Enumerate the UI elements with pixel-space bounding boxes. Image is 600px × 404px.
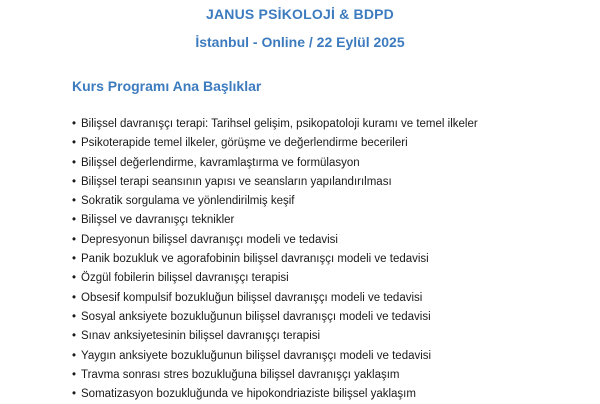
topic-item (72, 192, 478, 211)
organization-title: JANUS PSİKOLOJİ & BDPD (206, 6, 394, 22)
bullet-icon: • (72, 156, 77, 169)
topic-text: Bilişsel davranışçı terapi: Tarihsel gelişim, psikopatoloji kuramı ve temel ilkeler (81, 118, 478, 130)
bullet-icon: • (72, 349, 77, 362)
bullet-icon: • (72, 388, 77, 401)
bullet-icon: • (72, 118, 77, 130)
topic-text: Yaygın anksiyete bozukluğunun bilişsel davranışçı modeli ve tedavisi (81, 349, 432, 362)
topic-item (72, 134, 478, 153)
topic-item (72, 289, 478, 308)
topic-item (72, 231, 478, 250)
topic-text: Travma sonrası stres bozukluğuna bilişsel davranışçı yaklaşım (81, 368, 400, 381)
bullet-icon: • (72, 175, 77, 188)
document-header (0, 0, 600, 51)
section-title: Kurs Programı Ana Başlıklar (72, 78, 262, 94)
bullet-icon: • (72, 195, 77, 208)
topic-item (72, 347, 478, 366)
topic-text: Depresyonun bilişsel davranışçı modeli ve tedavisi (81, 233, 338, 246)
bullet-icon: • (72, 330, 77, 343)
topic-item (72, 211, 478, 230)
topic-text: Bilişsel terapi seansının yapısı ve seansların yapılandırılması (81, 175, 392, 188)
topic-text: Özgül fobilerin bilişsel davranışçı terapisi (81, 272, 289, 285)
location-date: İstanbul - Online / 22 Eylül 2025 (195, 34, 405, 50)
bullet-icon: • (72, 214, 77, 227)
topic-item (72, 366, 478, 385)
topic-text: Sosyal anksiyete bozukluğunun bilişsel davranışçı modeli ve tedavisi (81, 310, 431, 323)
topic-item (72, 308, 478, 327)
topic-item (72, 269, 478, 288)
topic-text: Sınav anksiyetesinin bilişsel davranışçı terapisi (81, 330, 321, 343)
topic-text: Bilişsel değerlendirme, kavramlaştırma ve formülasyon (81, 156, 360, 169)
topic-text: Obsesif kompulsif bozukluğun bilişsel davranışçı modeli ve tedavisi (81, 291, 423, 304)
bullet-icon: • (72, 233, 77, 246)
topic-text: Panik bozukluk ve agorafobinin bilişsel davranışçı modeli ve tedavisi (81, 253, 429, 266)
bullet-icon: • (72, 253, 77, 266)
bullet-icon: • (72, 368, 77, 381)
topic-item (72, 115, 478, 134)
bullet-icon: • (72, 137, 77, 150)
topic-item (72, 250, 478, 269)
topic-item (72, 327, 478, 346)
topic-item (72, 385, 478, 404)
bullet-icon: • (72, 272, 77, 285)
bullet-icon: • (72, 291, 77, 304)
topic-text: Bilişsel ve davranışçı teknikler (81, 214, 235, 227)
bullet-icon: • (72, 310, 77, 323)
topic-item (72, 154, 478, 173)
topic-text: Psikoterapide temel ilkeler, görüşme ve değerlendirme becerileri (81, 137, 408, 150)
topic-text: Sokratik sorgulama ve yönlendirilmiş keşif (81, 195, 295, 208)
topic-text: Somatizasyon bozukluğunda ve hipokondriaziste bilişsel yaklaşım (81, 388, 416, 401)
topics-list (72, 115, 478, 404)
topic-item (72, 173, 478, 192)
